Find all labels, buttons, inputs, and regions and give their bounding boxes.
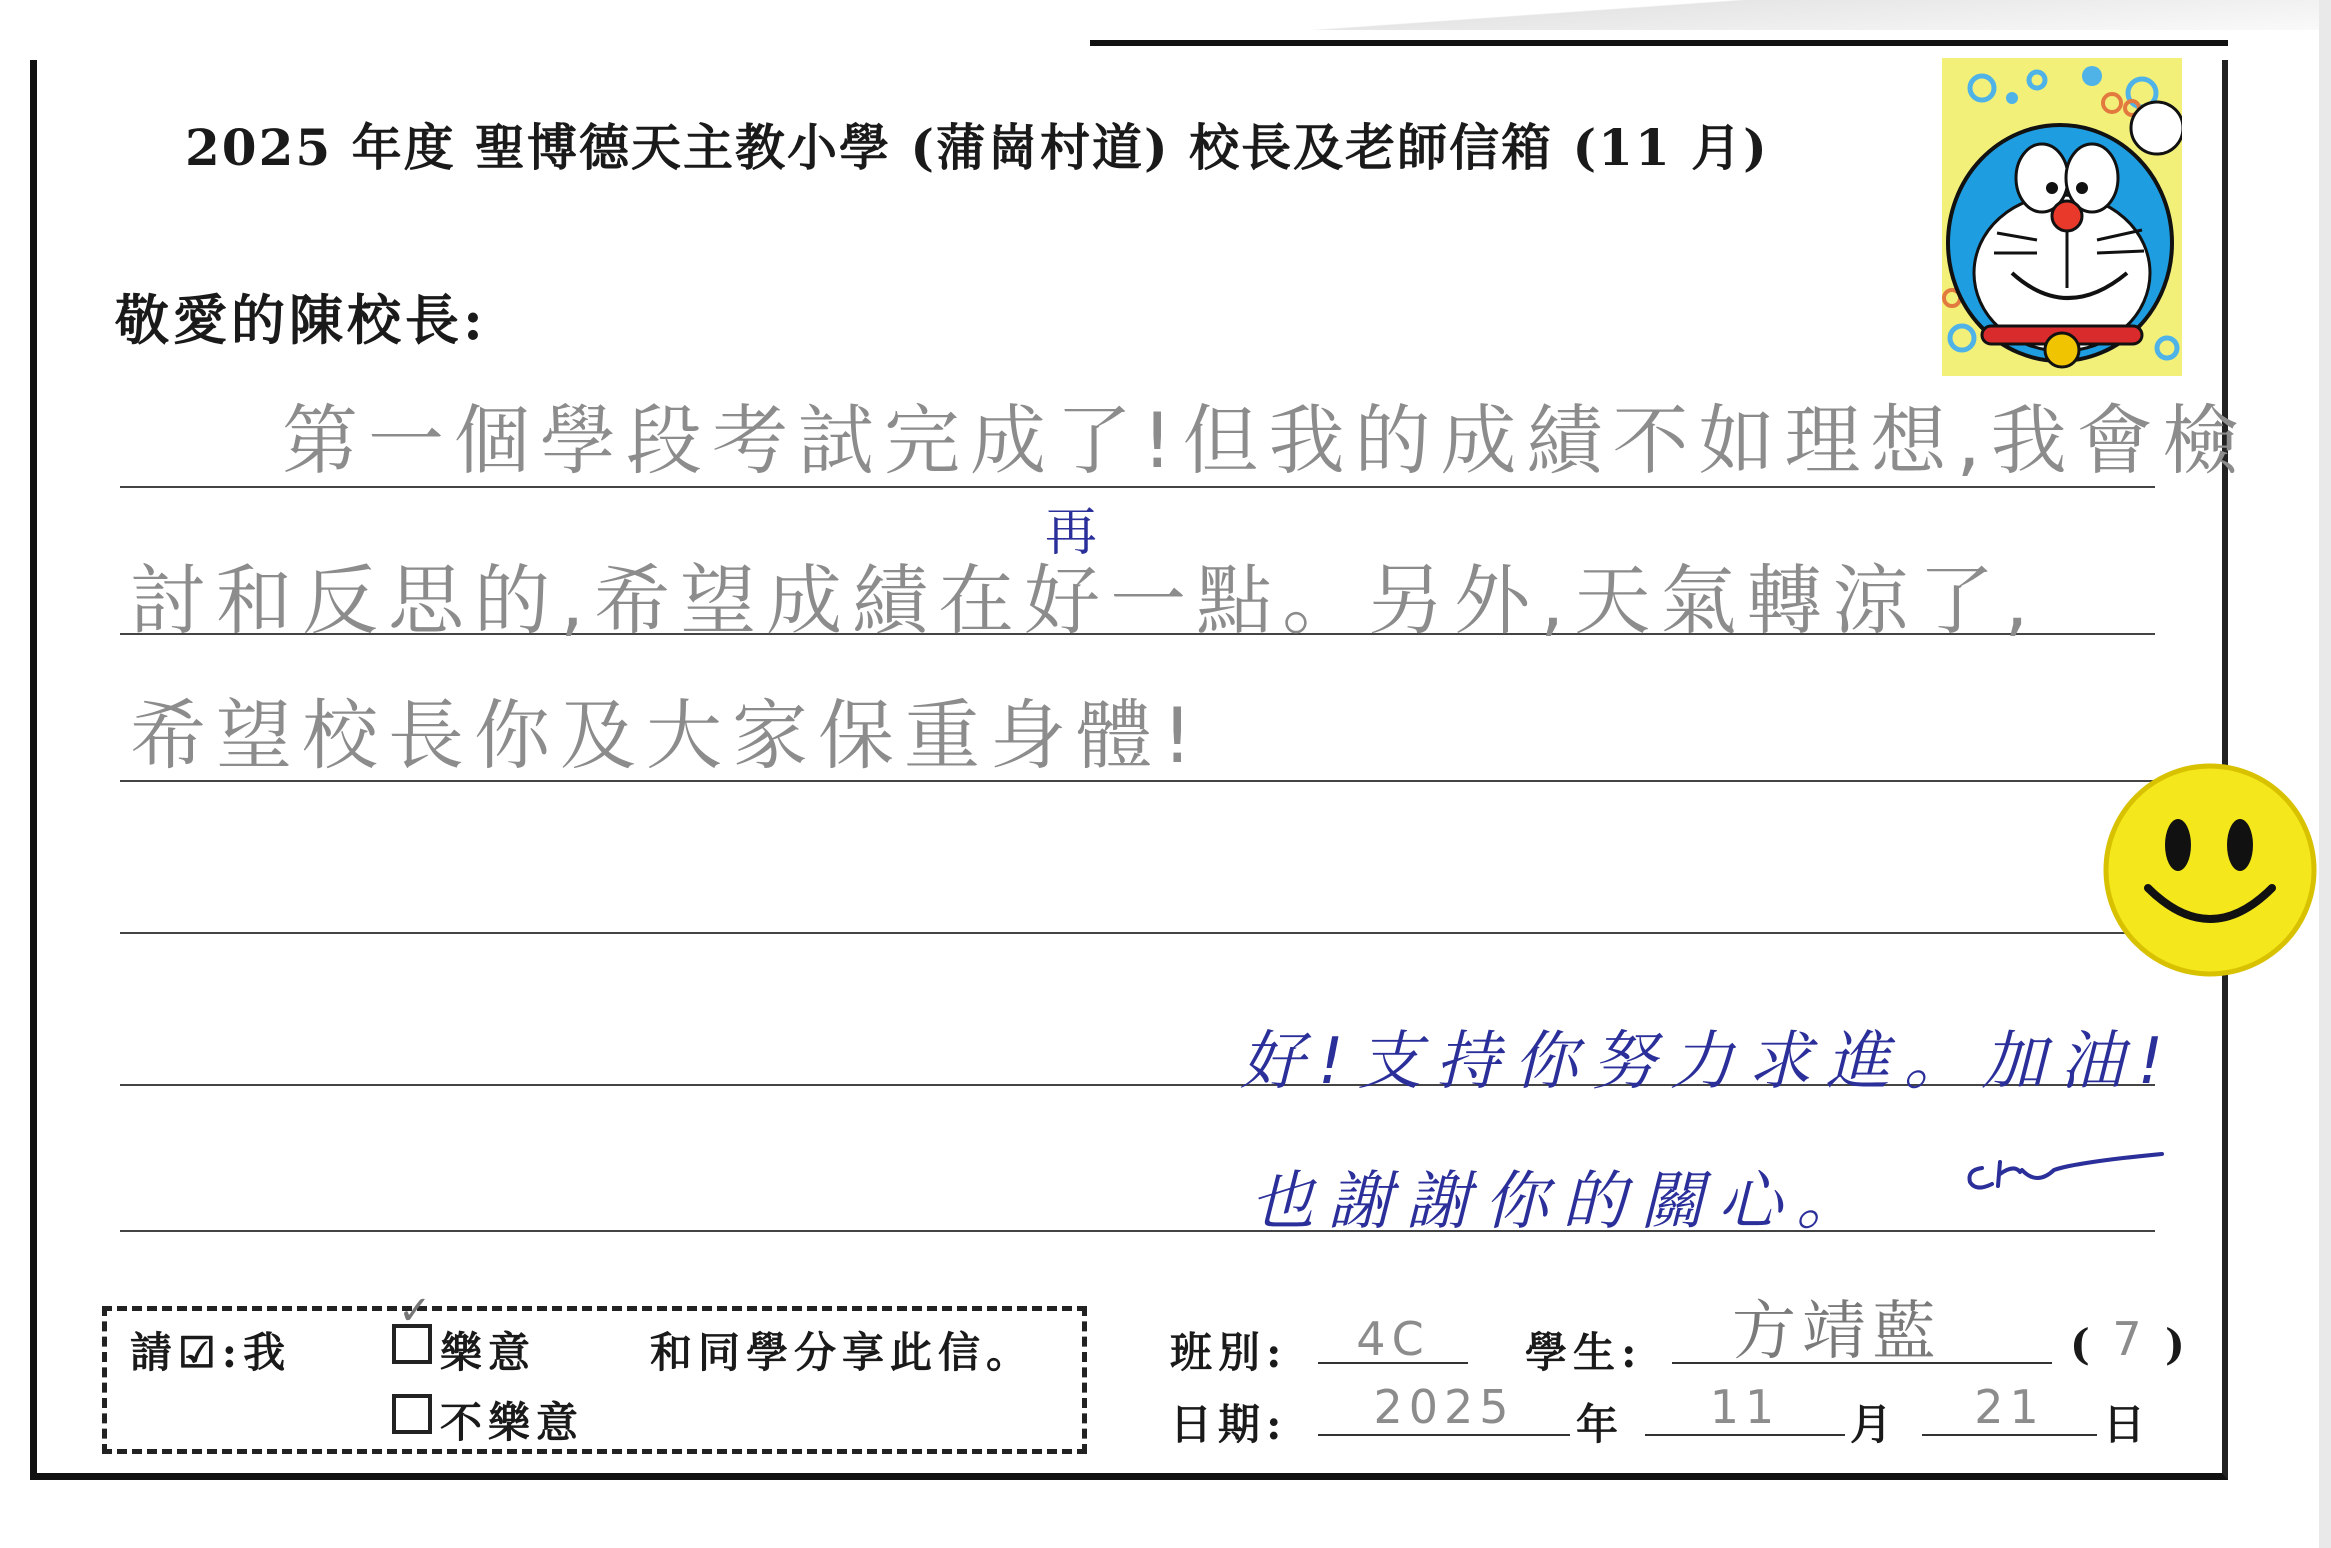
scan-edge-right xyxy=(2319,0,2331,1548)
reply-line-1: 好!支持你努力求進。加油! xyxy=(1240,1025,2178,1099)
day-field-line xyxy=(1922,1434,2097,1436)
ruled-line xyxy=(120,932,2155,934)
month-field-line xyxy=(1645,1434,1845,1436)
letter-line-3: 希望校長你及大家保重身體! xyxy=(130,691,1203,780)
letter-insertion: 再 xyxy=(1045,503,1098,563)
option-willing: 樂意 xyxy=(440,1328,537,1377)
scan-edge xyxy=(1050,0,2331,30)
month-value: 11 xyxy=(1709,1380,1781,1434)
form-title: 2025 年度 聖博德天主教小學 (蒲崗村道) 校長及老師信箱 (11 月) xyxy=(185,118,1769,177)
class-value: 4C xyxy=(1356,1312,1430,1366)
unwilling-checkbox[interactable] xyxy=(392,1394,432,1434)
day-label: 日 xyxy=(2103,1400,2152,1449)
check-mark-icon: ✓ xyxy=(398,1288,432,1334)
letter-line-1: 第一個學段考試完成了!但我的成績不如理想,我會檢 xyxy=(282,396,2249,485)
month-label: 月 xyxy=(1850,1400,1899,1449)
number-open: ( xyxy=(2070,1320,2096,1369)
year-field-line xyxy=(1318,1434,1570,1436)
letter-line-2: 討和反思的,希望成績在好一點。另外,天氣轉涼了, xyxy=(130,556,2039,645)
student-label: 學生: xyxy=(1525,1328,1643,1377)
option-unwilling: 不樂意 xyxy=(440,1398,585,1447)
greeting: 敬愛的陳校長: xyxy=(115,288,487,352)
day-value: 21 xyxy=(1974,1380,2045,1434)
number-close: ) xyxy=(2165,1320,2191,1369)
class-label: 班別: xyxy=(1170,1328,1288,1377)
year-label: 年 xyxy=(1576,1400,1625,1449)
signature-scribble xyxy=(1962,1140,2172,1200)
consent-suffix: 和同學分享此信。 xyxy=(650,1328,1035,1377)
student-number: 7 xyxy=(2112,1312,2148,1366)
smiley-sticker xyxy=(2100,760,2320,980)
student-name: 方靖藍 xyxy=(1732,1295,1942,1369)
reply-line-2: 也謝謝你的關心。 xyxy=(1250,1165,1874,1239)
consent-prefix: 請☑:我 xyxy=(130,1328,292,1377)
year-value: 2025 xyxy=(1373,1380,1515,1434)
card-top-border xyxy=(1090,40,2228,46)
signature-text: CR xyxy=(1962,1140,1964,1141)
doraemon-sticker xyxy=(1942,58,2182,376)
date-label: 日期: xyxy=(1170,1400,1288,1449)
